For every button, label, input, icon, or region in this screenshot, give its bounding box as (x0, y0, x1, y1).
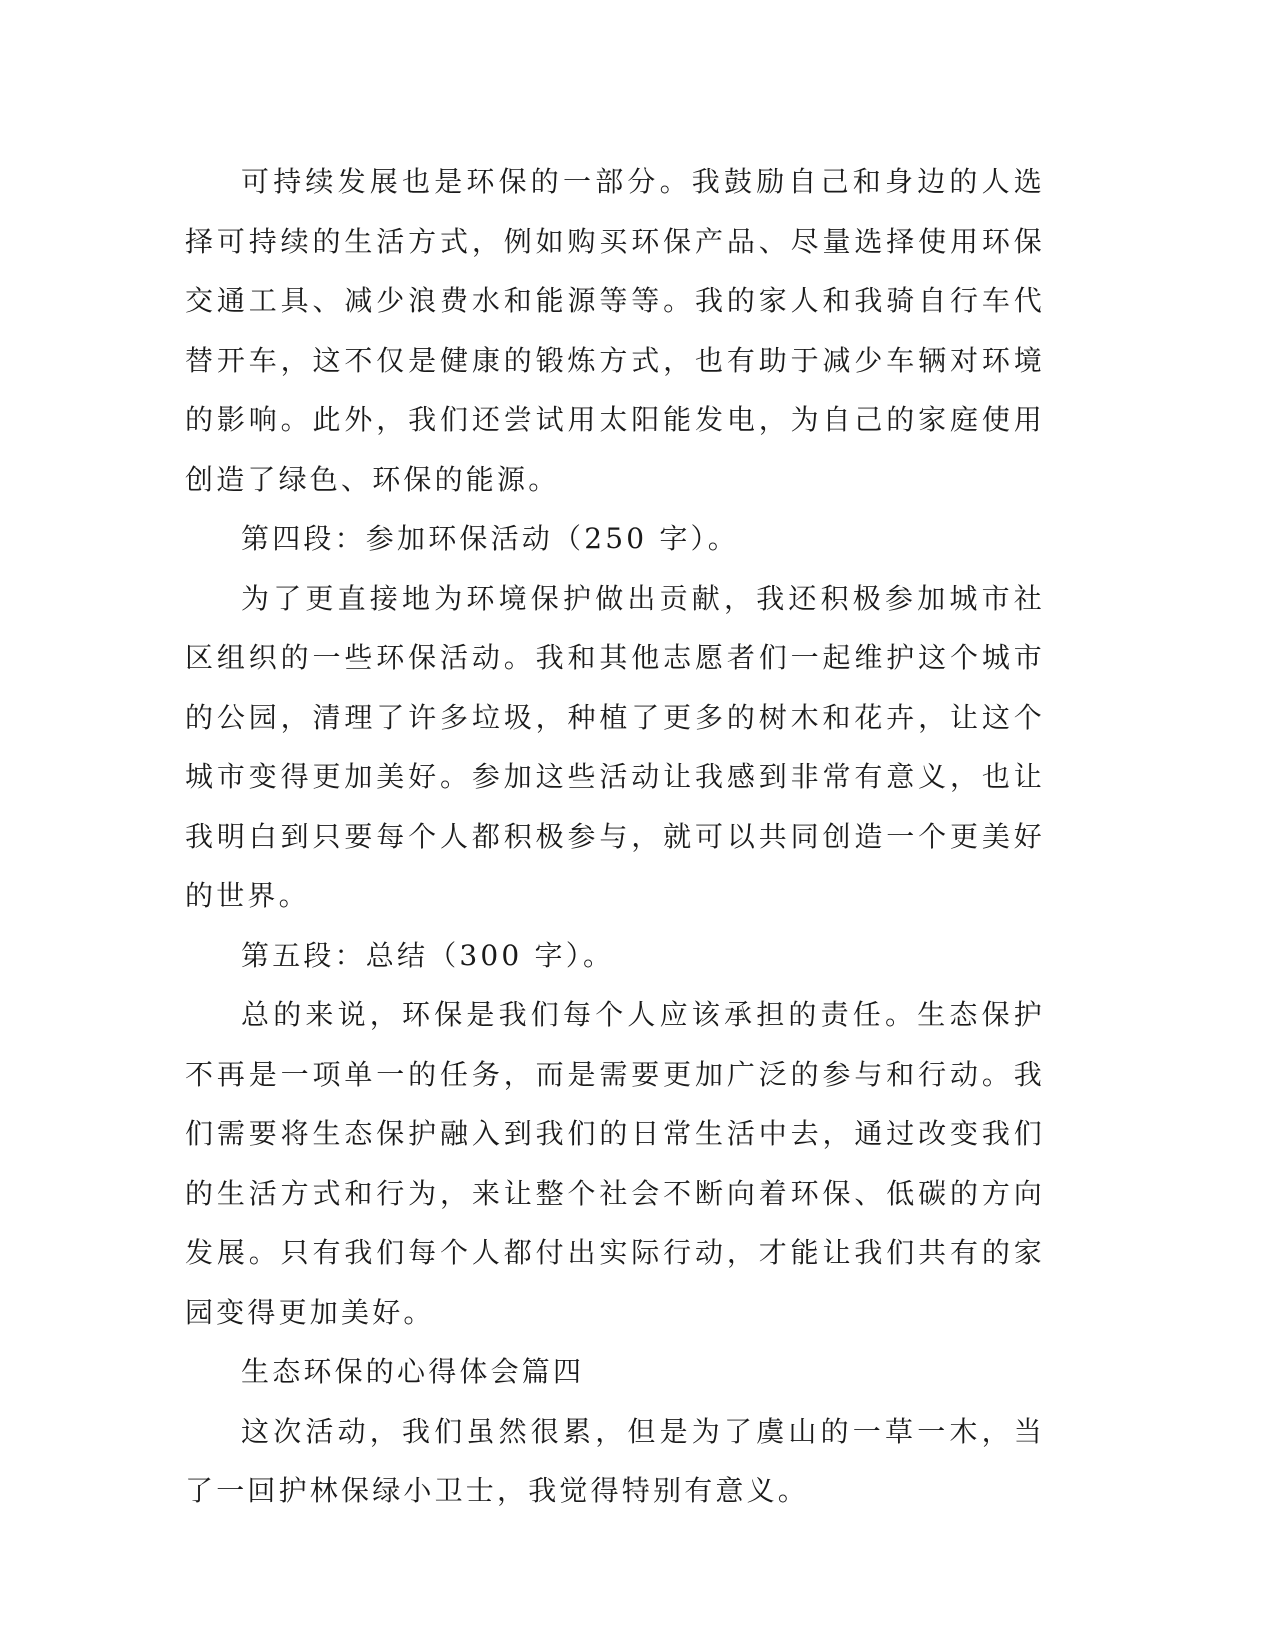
document-page (185, 152, 1045, 1521)
paragraph-yushan-activity: 这次活动，我们虽然很累，但是为了虞山的一草一木，当了一回护林保绿小卫士，我觉得特别有意义。 (185, 1414, 1045, 1507)
section-heading-five: 第五段：总结（300 字）。 (241, 938, 615, 972)
section-heading-four: 第四段：参加环保活动（250 字）。 (241, 522, 739, 555)
paragraph-activities: 为了更直接地为环境保护做出贡献，我还积极参加城市社区组织的一些环保活动。我和其他志愿者们一起维护这个城市的公园，清理了许多垃圾，种植了更多的树木和花卉，让这个城市变得更加美好。参加这些活动让我感到非常有意义，也让我明白到只要每个人都积极参与，就可以共同创造一个更美好的世界。 (185, 581, 1045, 912)
paragraph-sustainability: 可持续发展也是环保的一部分。我鼓励自己和身边的人选择可持续的生活方式，例如购买环保产品、尽量选择使用环保交通工具、减少浪费水和能源等等。我的家人和我骑自行车代替开车，这不仅是健康的锻炼方式，也有助于减少车辆对环境的影响。此外，我们还尝试用太阳能发电，为自己的家庭使用创造了绿色、环保的能源。 (185, 165, 1045, 496)
article-title-part-four: 生态环保的心得体会篇四 (241, 1355, 585, 1388)
paragraph-summary: 总的来说，环保是我们每个人应该承担的责任。生态保护不再是一项单一的任务，而是需要更加广泛的参与和行动。我们需要将生态保护融入到我们的日常生活中去，通过改变我们的生活方式和行为，来让整个社会不断向着环保、低碳的方向发展。只有我们每个人都付出实际行动，才能让我们共有的家园变得更加美好。 (185, 998, 1045, 1329)
